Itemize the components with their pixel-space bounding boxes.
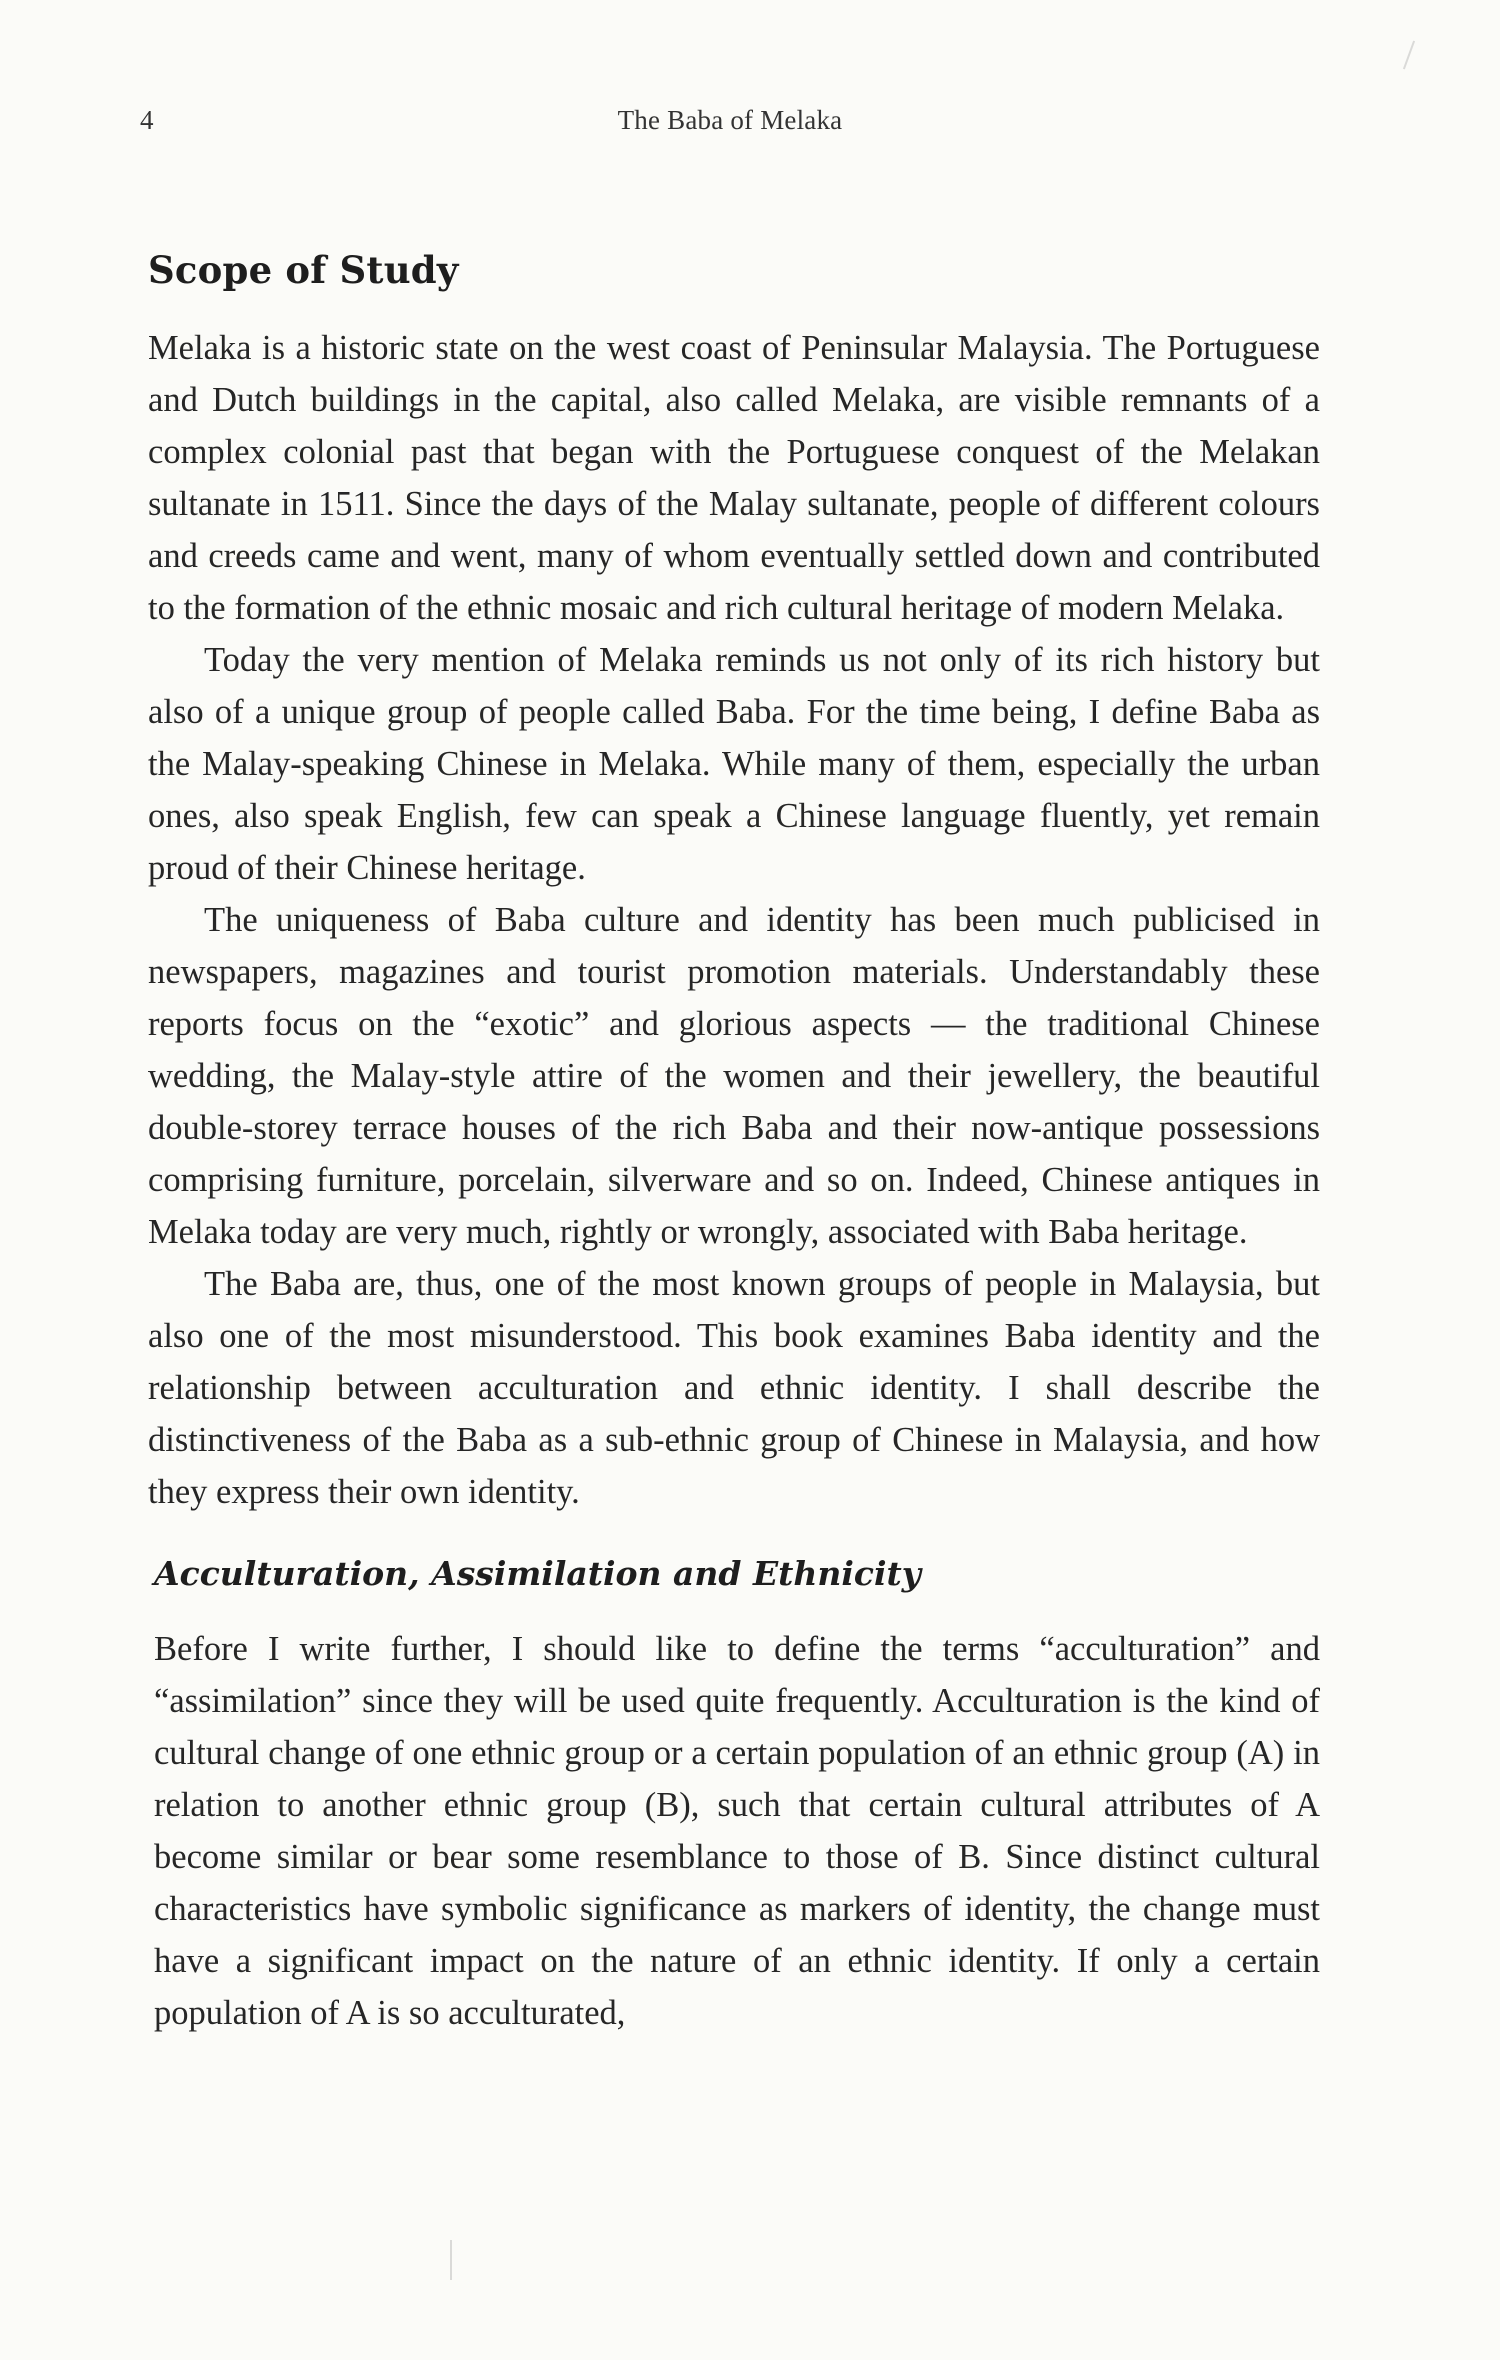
paragraph: Today the very mention of Melaka reminds us not only of its rich history but also of a unique group of people called Baba. For the time being, I define Baba as the Malay-speaking Chinese in Melaka. While many of them, especially the urban ones, also speak English, few can speak a Chinese language fluently, yet remain proud of their Chinese heritage. [148,641,1320,887]
running-head [140,105,1320,145]
running-title: The Baba of Melaka [617,105,843,135]
page-number: 4 [140,105,154,135]
scan-mark [1403,41,1415,70]
paragraph: The Baba are, thus, one of the most known groups of people in Malaysia, but also one of the most misunderstood. This book examines Baba identity and the relationship between acculturation and ethnic identity. I shall describe the distinctiveness of the Baba as a sub-ethnic group of Chinese in Malaysia, and how they express their own identity. [148,1265,1320,1511]
section-heading: Scope of Study [148,248,459,292]
subsection-heading: Acculturation, Assimilation and Ethnicity [154,1554,921,1593]
paragraph: The uniqueness of Baba culture and identity has been much publicised in newspapers, magazines and tourist promotion materials. Understandably these reports focus on the “exotic” and glorious aspects — the traditional Chinese wedding, the Malay-style attire of the women and their jewellery, the beautiful double-storey terrace houses of the rich Baba and their now-antique possessions comprising furniture, porcelain, silverware and so on. Indeed, Chinese antiques in Melaka today are very much, rightly or wrongly, associated with Baba heritage. [148,901,1320,1251]
page-content [148,248,1320,2039]
scan-mark [450,2240,452,2280]
paragraph: Melaka is a historic state on the west coast of Peninsular Malaysia. The Portuguese and Dutch buildings in the capital, also called Melaka, are visible remnants of a complex colonial past that began with the Portuguese conquest of the Melakan sultanate in 1511. Since the days of the Malay sultanate, people of different colours and creeds came and went, many of whom eventually settled down and contributed to the formation of the ethnic mosaic and rich cultural heritage of modern Melaka. [148,329,1320,627]
paragraph: Before I write further, I should like to define the terms “acculturation” and “assimilation” since they will be used quite frequently. Acculturation is the kind of cultural change of one ethnic group or a certain population of an ethnic group (A) in relation to another ethnic group (B), such that certain cultural attributes of A become similar or bear some resemblance to those of B. Since distinct cultural characteristics have symbolic significance as markers of identity, the change must have a significant impact on the nature of an ethnic identity. If only a certain population of A is so acculturated, [154,1630,1320,2032]
